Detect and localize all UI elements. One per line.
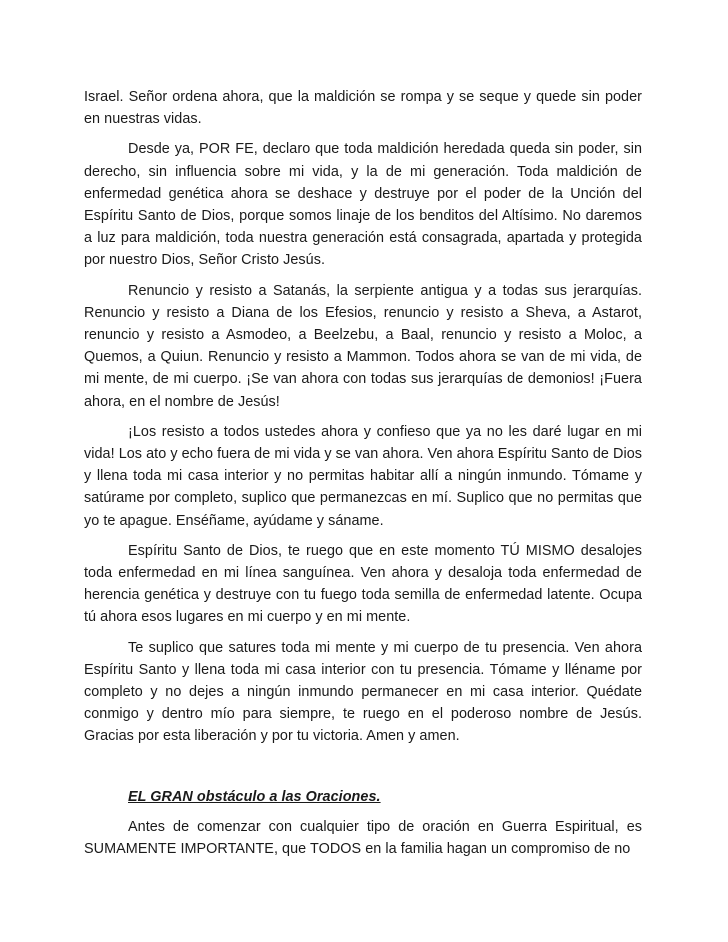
paragraph-6: Te suplico que satures toda mi mente y mi cuerpo de tu presencia. Ven ahora Espíritu Santo y llena toda mi casa interior con tu presencia. Tómame y lléname por completo y no dejes a ningún inmundo permanecer en mi casa interior. Quédate conmigo y dentro mío para siempre, te ruego en el poderoso nombre de Jesús. Gracias por esta liberación y por tu victoria. Amen y amen. (84, 639, 642, 745)
section-heading-text: EL GRAN obstáculo a las Oraciones. (128, 788, 381, 805)
paragraph-5: Espíritu Santo de Dios, te ruego que en este momento TÚ MISMO desalojes toda enfermedad en mi línea sanguínea. Ven ahora y desaloja toda enfermedad de herencia genética y destruye con tu fuego toda semilla de enfermedad latente. Ocupa tú ahora esos lugares en mi cuerpo y en mi mente. (84, 542, 642, 626)
paragraph-final: Antes de comenzar con cualquier tipo de oración en Guerra Espiritual, es SUMAMENTE IMPORTANTE, que TODOS en la familia hagan un compromiso de no (84, 818, 642, 858)
paragraph-1: Israel. Señor ordena ahora, que la maldición se rompa y se seque y quede sin poder en nuestras vidas. (84, 89, 642, 128)
document-page (84, 86, 642, 868)
paragraph-2: Desde ya, POR FE, declaro que toda maldición heredada queda sin poder, sin derecho, sin influencia sobre mi vida, y la de mi generación. Toda maldición de enfermedad genética ahora se deshace y destruye por el poder de la Unción del Espíritu Santo de Dios, porque somos linaje de los benditos del Altísimo. No daremos a luz para maldición, toda nuestra generación está consagrada, apartada y protegida por nuestro Dios, Señor Cristo Jesús. (84, 141, 642, 269)
section-heading (84, 786, 642, 808)
paragraph-4: ¡Los resisto a todos ustedes ahora y confieso que ya no les daré lugar en mi vida! Los ato y echo fuera de mi vida y se van ahora. Ven ahora Espíritu Santo de Dios y llena toda mi casa interior y no permitas habitar allí a ningún inmundo. Tómame y satúrame por completo, suplico que permanezcas en mí. Suplico que no permitas que yo te apague. Enséñame, ayúdame y sáname. (84, 423, 642, 529)
paragraph-3: Renuncio y resisto a Satanás, la serpiente antigua y a todas sus jerarquías. Renuncio y resisto a Diana de los Efesios, renuncio y resisto a Sheva, a Astarot, renuncio y resisto a Asmodeo, a Beelzebu, a Baal, renuncio y resisto a Moloc, a Quemos, a Quiun. Renuncio y resisto a Mammon. Todos ahora se van de mi vida, de mi mente, de mi cuerpo. ¡Se van ahora con todas sus jerarquías de demonios! ¡Fuera ahora, en el nombre de Jesús! (84, 282, 642, 410)
